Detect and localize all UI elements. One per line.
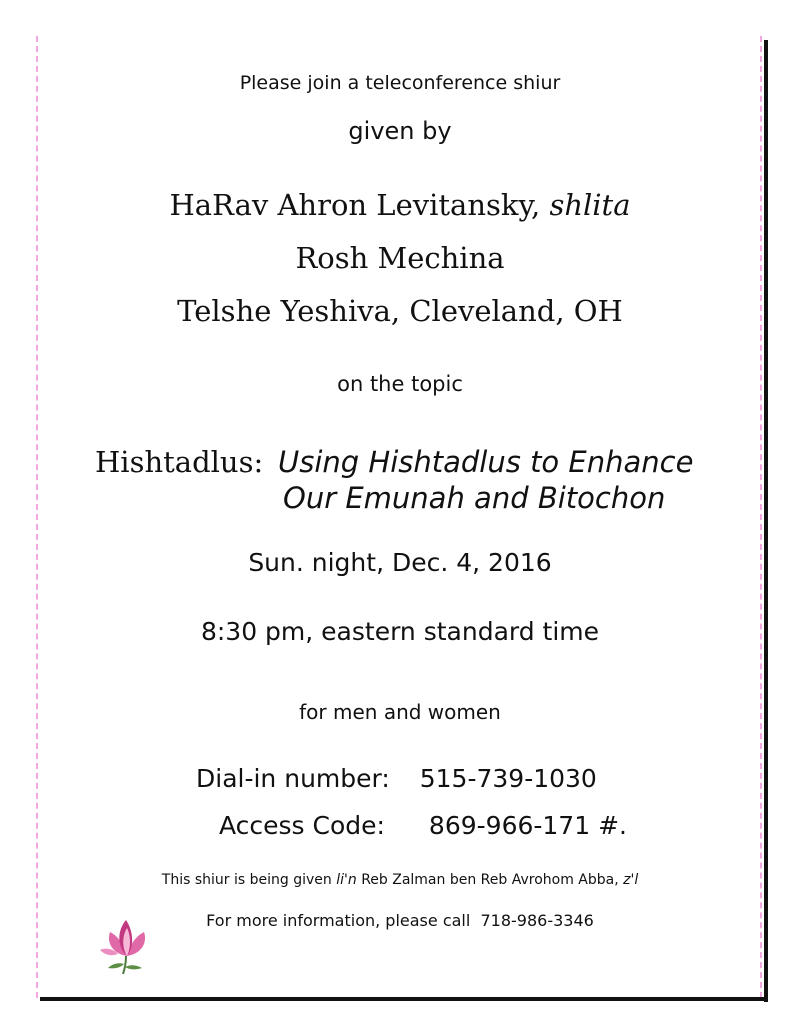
page-border [36, 36, 762, 998]
dedication-name: Reb Zalman ben Reb Avrohom Abba, [361, 872, 619, 888]
speaker-title: Rosh Mechina [295, 241, 505, 275]
speaker-yeshiva: Telshe Yeshiva, Cleveland, OH [177, 294, 623, 328]
access-code-label: Access Code: [219, 811, 385, 840]
speaker-name: HaRav Ahron Levitansky, [169, 188, 541, 222]
dial-in-line [196, 764, 597, 793]
topic-label: Hishtadlus: [95, 445, 264, 479]
dedication-line [0, 872, 800, 888]
intro-line: Please join a teleconference shiur [239, 72, 561, 94]
speaker-name-line [0, 188, 800, 222]
audience-line: for men and women [299, 700, 501, 724]
contact-info: For more information, please call 718-986-3346 [206, 911, 594, 930]
border-shadow-bottom [40, 997, 768, 1001]
border-shadow-right [764, 40, 768, 1002]
dial-in-number: 515-739-1030 [419, 764, 597, 793]
access-code-value: 869-966-171 #. [428, 811, 627, 840]
event-date: Sun. night, Dec. 4, 2016 [248, 548, 552, 577]
magnolia-flower-icon [96, 912, 160, 976]
event-time: 8:30 pm, eastern standard time [200, 617, 600, 646]
topic-intro: on the topic [337, 372, 463, 396]
topic-line-2: Our Emunah and Bitochon [283, 481, 666, 515]
access-code-line [219, 811, 627, 840]
dial-in-label: Dial-in number: [196, 764, 390, 793]
given-by-line: given by [348, 117, 452, 145]
dedication-zl: z'l [623, 872, 639, 888]
dedication-prefix: This shiur is being given [161, 872, 332, 888]
speaker-honorific: shlita [549, 188, 631, 222]
topic-line-1: Using Hishtadlus to Enhance [278, 445, 694, 479]
dedication-lin: li'n [336, 872, 357, 888]
